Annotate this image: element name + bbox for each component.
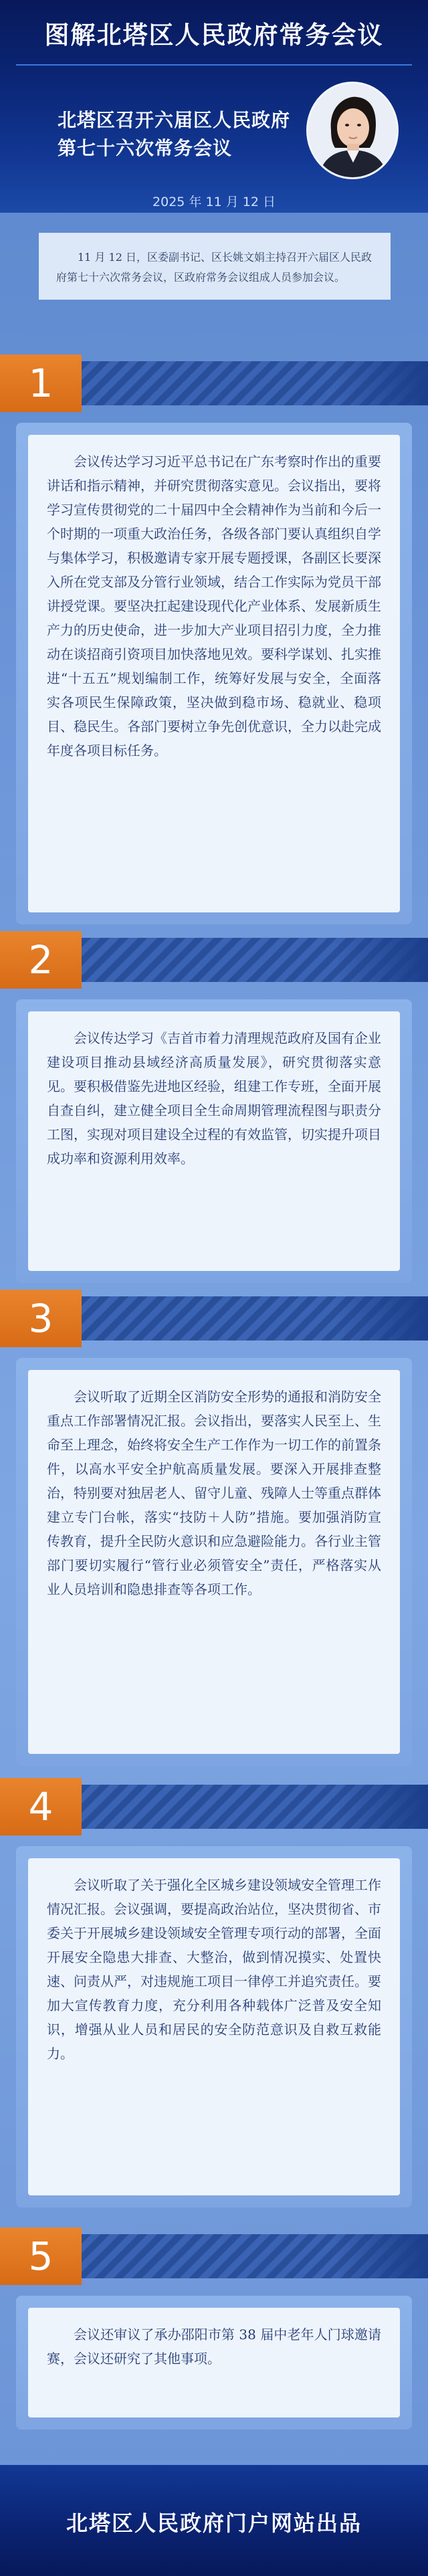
section-3-number: 3 [0,1290,82,1347]
section-3-card [16,1358,412,1766]
intro-summary: 11 月 12 日，区委副书记、区长姚文娟主持召开六届区人民政府第七十六次常务会议，区政府常务会议组成人员参加会议。 [39,233,391,300]
section-3-header [0,1290,428,1347]
footer-credit: 北塔区人民政府门户网站出品 [66,2510,362,2536]
section-5-card [16,2296,412,2430]
section-1-card [16,423,412,924]
section-5-number: 5 [0,2227,82,2285]
meeting-date: 2025 年 11 月 12 日 [152,195,276,209]
person-portrait-icon [306,82,399,179]
section-2-text: 会议传达学习《吉首市着力清理规范政府及国有企业建设项目推动县域经济高质量发展》，研究贯彻落实意见。要积极借鉴先进地区经验，组建工作专班，全面开展自查自纠，建立健全项目全生命周期管理流程图与职责分工图，实现对项目建设全过程的有效监管，切实提升项目成功率和资源利用效率。 [28,1011,400,1271]
section-3-text: 会议听取了近期全区消防安全形势的通报和消防安全重点工作部署情况汇报。会议指出，要落实人民至上、生命至上理念，始终将安全生产工作作为一切工作的前置条件，以高水平安全护航高质量发展。要深入开展排查整治，特别要对独居老人、留守儿童、残障人士等重点群体建立专门台帐，落实“技防＋人防”措施。要加强消防宣传教育，提升全民防火意识和应急避险能力。各行业主管部门要切实履行“管行业必须管安全”责任，严格落实从业人员培训和隐患排查等各项工作。 [28,1370,400,1754]
section-3-stripe-bar [82,1296,428,1341]
section-4-card [16,1846,412,2207]
section-2-header [0,931,428,989]
section-4-number: 4 [0,1778,82,1836]
section-4-header [0,1778,428,1836]
portrait-illustration [308,84,397,177]
section-4-stripe-bar [82,1785,428,1829]
meeting-subtitle-line1: 北塔区召开六届区人民政府 [58,109,291,131]
section-2-card [16,999,412,1283]
page-title: 图解北塔区人民政府常务会议 [44,21,384,49]
section-5-text: 会议还审议了承办邵阳市第 38 届中老年人门球邀请赛，会议还研究了其他事项。 [28,2308,400,2417]
footer-banner [0,2465,428,2576]
title-divider [16,64,412,66]
section-2-stripe-bar [82,938,428,982]
meeting-subtitle-line2: 第七十六次常务会议 [58,137,233,159]
section-1-number: 1 [0,355,82,412]
section-1-header [0,355,428,412]
section-2-number: 2 [0,931,82,989]
section-1-text: 会议传达学习习近平总书记在广东考察时作出的重要讲话和指示精神，并研究贯彻落实意见。会议指出，要将学习宣传贯彻党的二十届四中全会精神作为当前和今后一个时期的一项重大政治任务，各级各部门要认真组织自学与集体学习，积极邀请专家开展专题授课，各副区长要深入所在党支部及分管行业领域，结合工作实际为党员干部讲授党课。要坚决扛起建设现代化产业体系、发展新质生产力的历史使命，进一步加大产业项目招引力度，全力推动在谈招商引资项目加快落地见效。要科学谋划、扎实推进“十五五”规划编制工作，统筹好发展与安全，全面落实各项民生保障政策，坚决做到稳市场、稳就业、稳项目、稳民生。各部门要树立争先创优意识，全力以赴完成年度各项目标任务。 [28,435,400,912]
section-1-stripe-bar [82,361,428,405]
header-banner [0,0,428,213]
section-5-stripe-bar [82,2234,428,2278]
section-4-text: 会议听取了关于强化全区城乡建设领域安全管理工作情况汇报。会议强调，要提高政治站位，坚决贯彻省、市委关于开展城乡建设领域安全管理专项行动的部署，全面开展安全隐患大排查、大整治，做到情况摸实、处置快速、问责从严，对违规施工项目一律停工并追究责任。要加大宣传教育力度，充分利用各种载体广泛普及安全知识，增强从业人员和居民的安全防范意识及自救互救能力。 [28,1858,400,2195]
section-5-header [0,2227,428,2285]
